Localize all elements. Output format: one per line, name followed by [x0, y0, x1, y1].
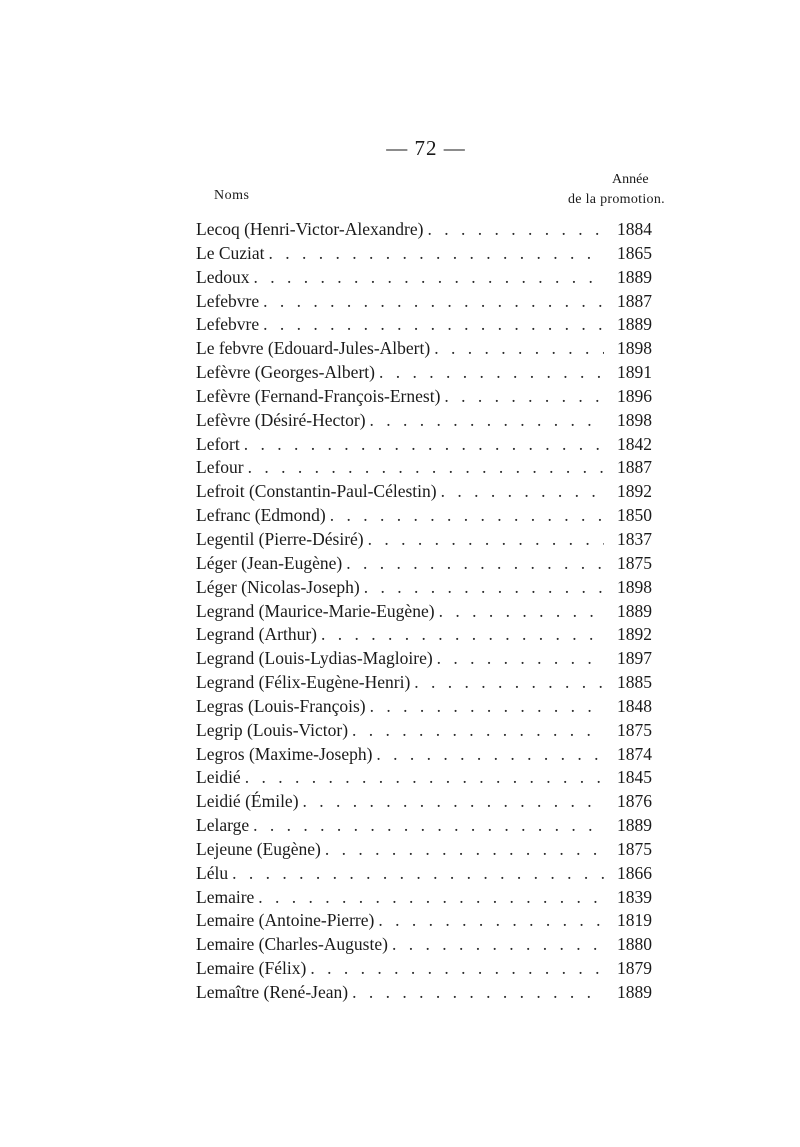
- entry-year: 1885: [617, 672, 652, 693]
- entry-year: 1898: [617, 338, 652, 359]
- dot-leader: [366, 695, 604, 719]
- list-item: [196, 290, 652, 314]
- dot-leader: [375, 361, 604, 385]
- list-item: [196, 981, 652, 1005]
- list-item: [196, 504, 652, 528]
- dot-leader: [423, 218, 604, 242]
- list-item: [196, 600, 652, 624]
- entry-name: Lefebvre: [196, 290, 260, 311]
- dot-leader: [244, 456, 604, 480]
- dot-leader: [388, 933, 604, 957]
- entry-year: 1891: [617, 362, 652, 383]
- entry-name: Lemaire: [196, 886, 255, 907]
- dot-leader: [326, 504, 604, 528]
- entry-year: 1897: [617, 648, 652, 669]
- list-item: [196, 743, 652, 767]
- entry-name: Lefebvre: [196, 314, 260, 335]
- entry-name: Le febvre (Edouard-Jules-Albert): [196, 338, 431, 359]
- page-number: — 72 —: [386, 136, 466, 160]
- dot-leader: [259, 290, 604, 314]
- list-item: [196, 838, 652, 862]
- entry-year: 1845: [617, 767, 652, 788]
- dot-leader: [430, 337, 604, 361]
- entry-year: 1850: [617, 505, 652, 526]
- entry-year: 1837: [617, 528, 652, 549]
- entry-name: Leidié (Émile): [196, 791, 299, 812]
- entry-year: 1889: [617, 982, 652, 1002]
- entry-year: 1884: [617, 219, 652, 239]
- list-item: [196, 576, 652, 600]
- list-item: [196, 385, 652, 409]
- list-item: [196, 313, 652, 337]
- entry-year: 1879: [617, 958, 652, 979]
- entry-name: Lelarge: [196, 815, 250, 836]
- list-item: [196, 766, 652, 790]
- dot-leader: [321, 838, 604, 862]
- entry-name: Ledoux: [196, 266, 250, 287]
- entry-year: 1876: [617, 791, 652, 812]
- list-item: [196, 361, 652, 385]
- entry-year: 1865: [617, 242, 652, 263]
- list-item: [196, 886, 652, 910]
- entry-name: Lefèvre (Georges-Albert): [196, 362, 375, 383]
- entry-year: 1892: [617, 624, 652, 645]
- list-item: [196, 790, 652, 814]
- entry-year: 1898: [617, 409, 652, 430]
- entry-name: Legrand (Maurice-Marie-Eugène): [196, 600, 435, 621]
- list-item: [196, 242, 652, 266]
- entry-name: Le Cuziat: [196, 242, 265, 263]
- dot-leader: [254, 886, 604, 910]
- entry-name: Leidié: [196, 767, 241, 788]
- entry-name: Lejeune (Eugène): [196, 838, 321, 859]
- dot-leader: [348, 719, 604, 743]
- dot-leader: [259, 313, 604, 337]
- list-item: [196, 909, 652, 933]
- list-item: [196, 933, 652, 957]
- list-item: [196, 671, 652, 695]
- entry-year: 1819: [617, 910, 652, 931]
- list-item: [196, 218, 652, 242]
- dot-leader: [348, 981, 604, 1005]
- dot-leader: [440, 385, 604, 409]
- entry-name: Legentil (Pierre-Désiré): [196, 528, 364, 549]
- dot-leader: [372, 743, 604, 767]
- dot-leader: [249, 814, 604, 838]
- list-item: [196, 814, 652, 838]
- entry-name: Legrip (Louis-Victor): [196, 719, 349, 740]
- dot-leader: [435, 600, 604, 624]
- dot-leader: [433, 647, 604, 671]
- entry-year: 1848: [617, 695, 652, 716]
- entry-name: Legras (Louis-François): [196, 695, 366, 716]
- entry-year: 1892: [617, 481, 652, 502]
- entry-year: 1866: [617, 862, 652, 883]
- dot-leader: [240, 433, 604, 457]
- entry-year: 1880: [617, 934, 652, 955]
- entry-year: 1889: [617, 600, 652, 621]
- dot-leader: [437, 480, 604, 504]
- names-column-header: Noms: [214, 188, 250, 203]
- entry-name: Lefour: [196, 457, 244, 478]
- dot-leader: [228, 862, 604, 886]
- dot-leader: [366, 409, 604, 433]
- list-item: [196, 862, 652, 886]
- entry-name: Lemaire (Félix): [196, 958, 307, 979]
- entry-name: Legros (Maxime-Joseph): [196, 743, 373, 764]
- entry-year: 1887: [617, 457, 652, 478]
- list-item: [196, 480, 652, 504]
- entry-name: Lemaître (René-Jean): [196, 982, 349, 1002]
- entry-year: 1839: [617, 886, 652, 907]
- dot-leader: [360, 576, 604, 600]
- entry-name: Lefèvre (Fernand-François-Ernest): [196, 385, 441, 406]
- entry-year: 1896: [617, 385, 652, 406]
- list-item: [196, 719, 652, 743]
- list-item: [196, 647, 652, 671]
- entry-year: 1842: [617, 433, 652, 454]
- entry-name: Léger (Nicolas-Joseph): [196, 576, 360, 597]
- promotion-list: [196, 218, 652, 1005]
- dot-leader: [265, 242, 604, 266]
- list-item: [196, 409, 652, 433]
- entry-name: Léger (Jean-Eugène): [196, 552, 343, 573]
- year-column-header-line2: de la promotion.: [568, 192, 665, 207]
- entry-name: Lélu: [196, 862, 229, 883]
- list-item: [196, 456, 652, 480]
- entry-year: 1874: [617, 743, 652, 764]
- entry-name: Lefèvre (Désiré-Hector): [196, 409, 366, 430]
- entry-name: Lefort: [196, 433, 240, 454]
- list-item: [196, 695, 652, 719]
- entry-name: Lecoq (Henri-Victor-Alexandre): [196, 219, 424, 239]
- entry-name: Lemaire (Charles-Auguste): [196, 934, 388, 955]
- entry-year: 1875: [617, 838, 652, 859]
- list-item: [196, 552, 652, 576]
- dot-leader: [249, 266, 604, 290]
- list-item: [196, 957, 652, 981]
- list-item: [196, 433, 652, 457]
- entry-year: 1889: [617, 314, 652, 335]
- dot-leader: [299, 790, 604, 814]
- entry-year: 1887: [617, 290, 652, 311]
- list-item: [196, 266, 652, 290]
- entry-year: 1889: [617, 266, 652, 287]
- dot-leader: [317, 623, 604, 647]
- dot-leader: [364, 528, 604, 552]
- entry-year: 1875: [617, 719, 652, 740]
- year-column-header-line1: Année: [612, 172, 649, 187]
- entry-name: Lemaire (Antoine-Pierre): [196, 910, 375, 931]
- entry-name: Lefranc (Edmond): [196, 505, 326, 526]
- dot-leader: [306, 957, 604, 981]
- entry-name: Legrand (Louis-Lydias-Magloire): [196, 648, 433, 669]
- dot-leader: [241, 766, 604, 790]
- entry-name: Legrand (Félix-Eugène-Henri): [196, 672, 411, 693]
- dot-leader: [342, 552, 604, 576]
- list-item: [196, 337, 652, 361]
- entry-year: 1875: [617, 552, 652, 573]
- entry-name: Lefroit (Constantin-Paul-Célestin): [196, 481, 437, 502]
- list-item: [196, 528, 652, 552]
- entry-name: Legrand (Arthur): [196, 624, 317, 645]
- entry-year: 1898: [617, 576, 652, 597]
- dot-leader: [410, 671, 604, 695]
- entry-year: 1889: [617, 815, 652, 836]
- dot-leader: [374, 909, 604, 933]
- list-item: [196, 623, 652, 647]
